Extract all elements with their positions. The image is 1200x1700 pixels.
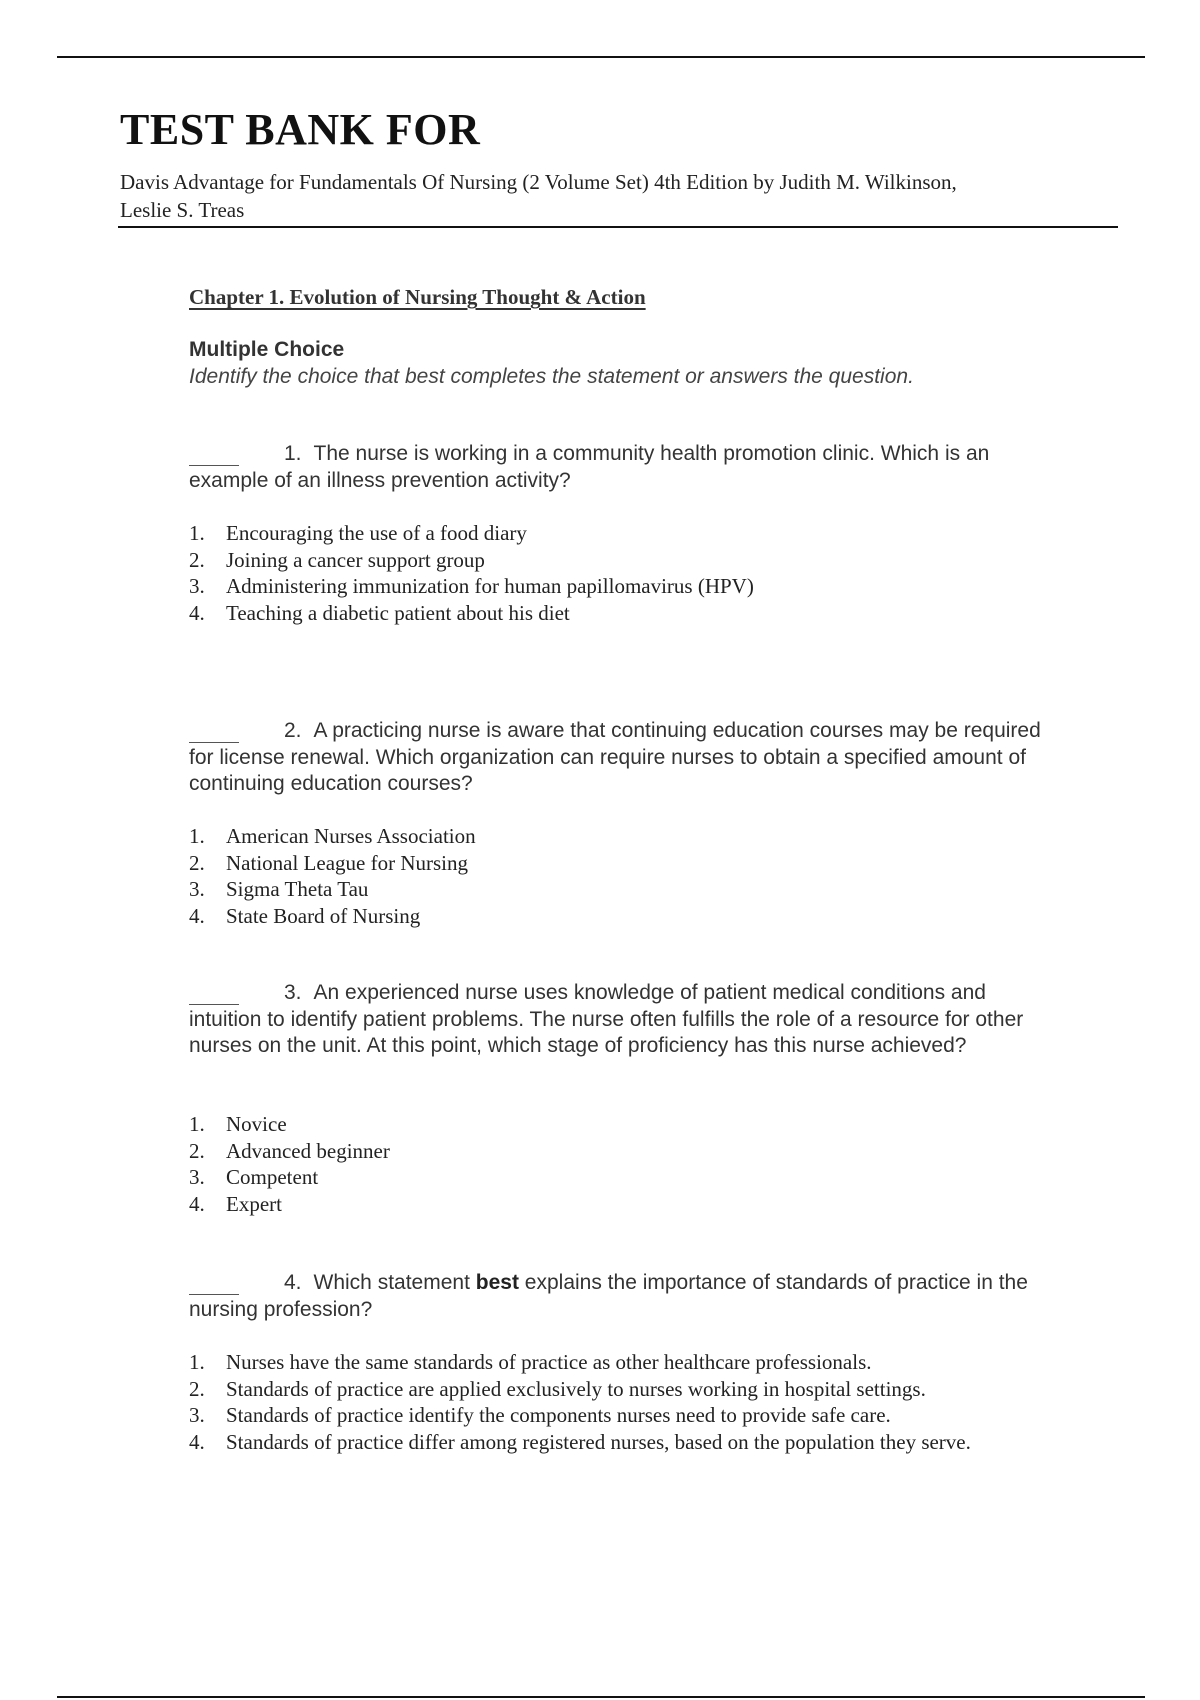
question-text: A practicing nurse is aware that continuing education courses may be required for license renewal. Which organization can require nurses to obtain a specified amount of continuing education courses? xyxy=(189,719,1041,795)
header-divider xyxy=(118,226,1118,228)
question-3 xyxy=(189,980,1059,1060)
option-number: 2. xyxy=(189,850,205,875)
option-text: Joining a cancer support group xyxy=(226,547,485,572)
answer-blank[interactable] xyxy=(189,464,239,466)
question-1 xyxy=(189,441,1059,494)
option-item xyxy=(189,1376,1009,1403)
option-text: American Nurses Association xyxy=(226,824,476,848)
chapter-heading: Chapter 1. Evolution of Nursing Thought & Action xyxy=(189,285,646,309)
question-text: An experienced nurse uses knowledge of patient medical conditions and intuition to identify patient problems. The nurse often fulfills the role of a resource for other nurses on the unit. At this point, which stage of proficiency has this nurse achieved? xyxy=(189,981,1024,1057)
option-text: Standards of practice identify the components nurses need to provide safe care. xyxy=(226,1403,891,1427)
option-item xyxy=(189,547,1009,574)
option-number: 3. xyxy=(189,877,205,901)
option-number: 3. xyxy=(189,1403,205,1427)
option-text: Advanced beginner xyxy=(226,1138,390,1163)
option-number: 4. xyxy=(189,1429,205,1454)
option-text: Encouraging the use of a food diary xyxy=(226,521,527,545)
question-2-options xyxy=(189,823,1009,929)
option-item xyxy=(189,573,1009,600)
question-3-options xyxy=(189,1111,1009,1217)
bottom-divider xyxy=(57,1696,1145,1698)
answer-blank[interactable] xyxy=(189,741,239,743)
option-text: Administering immunization for human papillomavirus (HPV) xyxy=(226,574,754,598)
option-item xyxy=(189,876,1009,903)
option-item xyxy=(189,520,1009,547)
option-number: 3. xyxy=(189,574,205,598)
question-text: The nurse is working in a community health promotion clinic. Which is an example of an illness prevention activity? xyxy=(189,442,990,492)
option-number: 2. xyxy=(189,547,205,572)
answer-blank[interactable] xyxy=(189,1003,239,1005)
option-text: Sigma Theta Tau xyxy=(226,877,369,901)
option-text: Expert xyxy=(226,1191,282,1216)
option-item xyxy=(189,1191,1009,1218)
question-number: 4. xyxy=(284,1271,302,1294)
top-divider xyxy=(57,56,1145,58)
option-number: 1. xyxy=(189,521,205,545)
question-1-options xyxy=(189,520,1009,626)
section-instructions: Identify the choice that best completes the statement or answers the question. xyxy=(189,365,914,388)
question-text-post: explains the importance of standards of practice in the nursing profession? xyxy=(189,1271,1028,1321)
option-text: Teaching a diabetic patient about his diet xyxy=(226,600,570,625)
document-subtitle: Davis Advantage for Fundamentals Of Nursing (2 Volume Set) 4th Edition by Judith M. Wilkinson, Leslie S. Treas xyxy=(120,170,957,222)
option-item xyxy=(189,903,1009,930)
option-text: Standards of practice are applied exclusively to nurses working in hospital settings. xyxy=(226,1376,926,1401)
option-number: 2. xyxy=(189,1376,205,1401)
option-item xyxy=(189,1402,1009,1429)
option-number: 1. xyxy=(189,1350,205,1374)
option-text: Novice xyxy=(226,1112,287,1136)
option-item xyxy=(189,850,1009,877)
option-item xyxy=(189,1111,1009,1138)
question-2 xyxy=(189,718,1059,798)
question-text-pre: Which statement xyxy=(313,1271,470,1294)
option-item xyxy=(189,1429,1009,1456)
option-text: Standards of practice differ among registered nurses, based on the population they serve. xyxy=(226,1429,971,1454)
option-number: 2. xyxy=(189,1138,205,1163)
option-item xyxy=(189,1138,1009,1165)
option-number: 4. xyxy=(189,600,205,625)
question-4 xyxy=(189,1270,1059,1323)
document-title: TEST BANK FOR xyxy=(120,105,481,154)
question-4-options xyxy=(189,1349,1009,1455)
question-number: 3. xyxy=(284,981,302,1004)
option-text: National League for Nursing xyxy=(226,850,469,875)
option-text: Competent xyxy=(226,1165,319,1189)
question-number: 2. xyxy=(284,719,302,742)
option-number: 1. xyxy=(189,1112,205,1136)
option-number: 4. xyxy=(189,903,205,928)
option-number: 1. xyxy=(189,824,205,848)
option-number: 3. xyxy=(189,1165,205,1189)
question-text-emphasis: best xyxy=(475,1271,519,1294)
question-number: 1. xyxy=(284,442,302,465)
option-number: 4. xyxy=(189,1191,205,1216)
option-item xyxy=(189,823,1009,850)
option-text: State Board of Nursing xyxy=(226,903,421,928)
option-text: Nurses have the same standards of practice as other healthcare professionals. xyxy=(226,1350,872,1374)
section-title: Multiple Choice xyxy=(189,338,345,361)
option-item xyxy=(189,600,1009,627)
option-item xyxy=(189,1164,1009,1191)
answer-blank[interactable] xyxy=(189,1293,239,1295)
option-item xyxy=(189,1349,1009,1376)
